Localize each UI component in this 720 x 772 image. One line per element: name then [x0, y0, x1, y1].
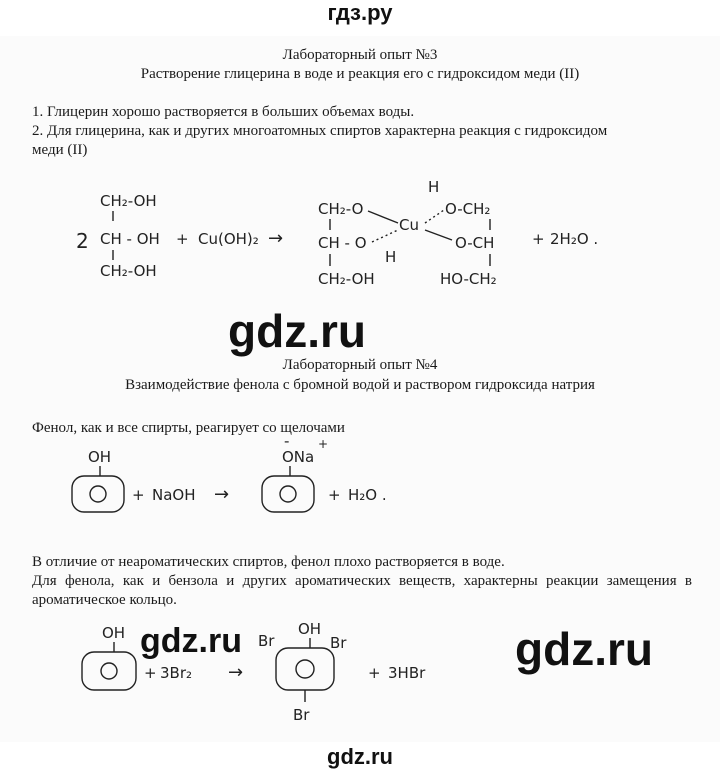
exp4-subtitle: Взаимодействие фенола с бромной водой и раствором гидроксида натрия: [125, 377, 595, 393]
plus-sign: +: [176, 230, 189, 248]
product-oh: OH: [298, 620, 322, 638]
bromine-left: Br: [258, 632, 275, 650]
watermark-bottom: gdz.ru: [327, 744, 393, 769]
plus-sign-2: +: [368, 664, 381, 682]
water-product: 2H₂O .: [550, 230, 599, 248]
exp3-point2-line2: меди (II): [32, 142, 88, 158]
product-right-1: O-CH₂: [445, 200, 491, 218]
plus-sign: +: [132, 486, 145, 504]
reaction-arrow: →: [268, 228, 284, 249]
watermark-lower-right: gdz.ru: [515, 623, 653, 675]
exp3-point2-line1: 2. Для глицерина, как и других многоатомных спиртов характерна реакция с гидроксидом: [32, 123, 608, 139]
phenol-oh: OH: [88, 448, 112, 466]
solution-page: [0, 36, 720, 742]
reaction-arrow: →: [228, 662, 244, 683]
hydrogen-bromide: 3HBr: [388, 664, 426, 682]
glycerol-group-1: CH₂-OH: [100, 192, 157, 210]
exp3-subtitle: Растворение глицерина в воде и реакция его с гидроксидом меди (II): [140, 66, 580, 82]
product-left-1: CH₂-O: [318, 200, 364, 218]
water-product: H₂O .: [348, 486, 387, 504]
charge-plus: +: [318, 437, 329, 451]
glycerol-reaction-equation: [0, 166, 720, 296]
charge-minus: -: [284, 432, 290, 450]
bromine-bottom: Br: [293, 706, 310, 724]
hydrogen-bottom: H: [385, 248, 397, 266]
product-left-3: CH₂-OH: [318, 270, 375, 288]
plus-sign-2: +: [328, 486, 341, 504]
exp3-point1: 1. Глицерин хорошо растворяется в больших объемах воды.: [32, 104, 415, 120]
coefficient: 2: [76, 229, 89, 253]
hydrogen-top: H: [428, 178, 440, 196]
glycerol-group-2: CH - OH: [100, 230, 160, 248]
copper-atom: Cu: [399, 216, 419, 234]
copper-hydroxide: Cu(OH)₂: [198, 230, 259, 248]
bromine: 3Br₂: [160, 664, 193, 682]
exp3-title: Лабораторный опыт №3: [282, 47, 438, 63]
watermark-middle: gdz.ru: [228, 305, 366, 357]
product-left-2: CH - O: [318, 234, 367, 252]
exp4-title: Лабораторный опыт №4: [282, 357, 438, 373]
sodium-hydroxide: NaOH: [152, 486, 196, 504]
reaction-arrow: →: [214, 484, 230, 505]
phenol-naoh-equation: [0, 432, 720, 526]
glycerol-group-3: CH₂-OH: [100, 262, 157, 280]
plus-sign-2: +: [532, 230, 545, 248]
phenolate-ona: ONa: [282, 448, 315, 466]
exp4-text2: В отличие от неароматических спиртов, фенол плохо растворяется в воде.: [32, 554, 505, 570]
watermark-top: гдз.ру: [327, 0, 393, 25]
product-right-2: O-CH: [455, 234, 495, 252]
phenol-oh: OH: [102, 624, 126, 642]
product-right-3: HO-CH₂: [440, 270, 497, 288]
bromine-right: Br: [330, 634, 347, 652]
exp4-text1: Фенол, как и все спирты, реагирует со щелочами: [32, 420, 345, 436]
watermark-lower-left: gdz.ru: [140, 622, 242, 660]
exp4-text3: Для фенола, как и бензола и других ароматических веществ, характерны реакции замещения в ароматическое кольцо.: [32, 573, 692, 608]
plus-sign: +: [144, 664, 157, 682]
